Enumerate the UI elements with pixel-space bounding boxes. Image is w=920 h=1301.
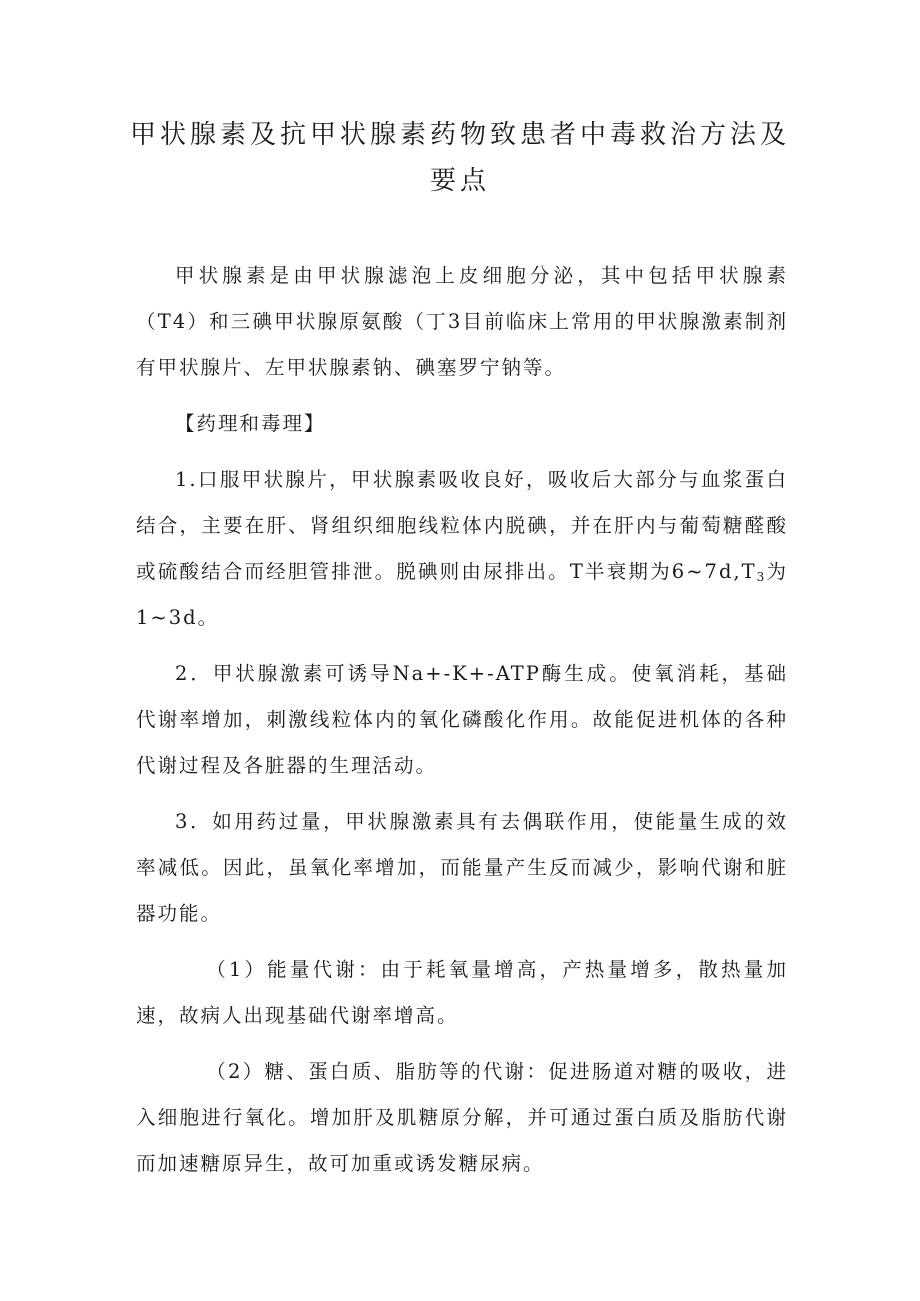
title-line-1: 甲状腺素及抗甲状腺素药物致患者中毒救治方法及 xyxy=(130,120,791,150)
paragraph-sub-2: （2）糖、蛋白质、脂肪等的代谢：促进肠道对糖的吸收，进入细胞进行氧化。增加肝及肌糖原分解，并可通过蛋白质及脂肪代谢而加速糖原异生，故可加重或诱发糖尿病。 xyxy=(136,1060,788,1175)
document-title xyxy=(130,112,790,204)
paragraph-item-3: 3．如用药过量，甲状腺激素具有去偶联作用，使能量生成的效率减低。因此，虽氧化率增加，而能量产生反而减少，影响代谢和脏器功能。 xyxy=(136,810,788,925)
section-heading: 【药理和毒理】 xyxy=(175,412,326,435)
paragraph-item-1 xyxy=(136,457,788,641)
item-1-tail: 为1~3d。 xyxy=(136,560,788,629)
paragraph-item-2: 2．甲状腺激素可诱导Na+-K+-ATP酶生成。使氧消耗，基础代谢率增加，刺激线粒体内的氧化磷酸化作用。故能促进机体的各种代谢过程及各脏器的生理活动。 xyxy=(136,662,788,777)
item-1-text: 1.口服甲状腺片，甲状腺素吸收良好，吸收后大部分与血浆蛋白结合，主要在肝、肾组织细胞线粒体内脱碘，并在肝内与葡萄糖醛酸或硫酸结合而经胆管排泄。脱碘则由尿排出。T半衰期为6~7d,T xyxy=(136,468,788,583)
title-line-2: 要点 xyxy=(429,166,490,196)
document-body xyxy=(136,253,788,1197)
paragraph-sub-1: （1）能量代谢：由于耗氧量增高，产热量增多，散热量加速，故病人出现基础代谢率增高。 xyxy=(136,958,788,1027)
item-1-subscript: 3 xyxy=(756,570,767,584)
intro-paragraph: 甲状腺素是由甲状腺滤泡上皮细胞分泌，其中包括甲状腺素（T4）和三碘甲状腺原氨酸（丁3目前临床上常用的甲状腺激素制剂有甲状腺片、左甲状腺素钠、碘塞罗宁钠等。 xyxy=(136,264,788,379)
